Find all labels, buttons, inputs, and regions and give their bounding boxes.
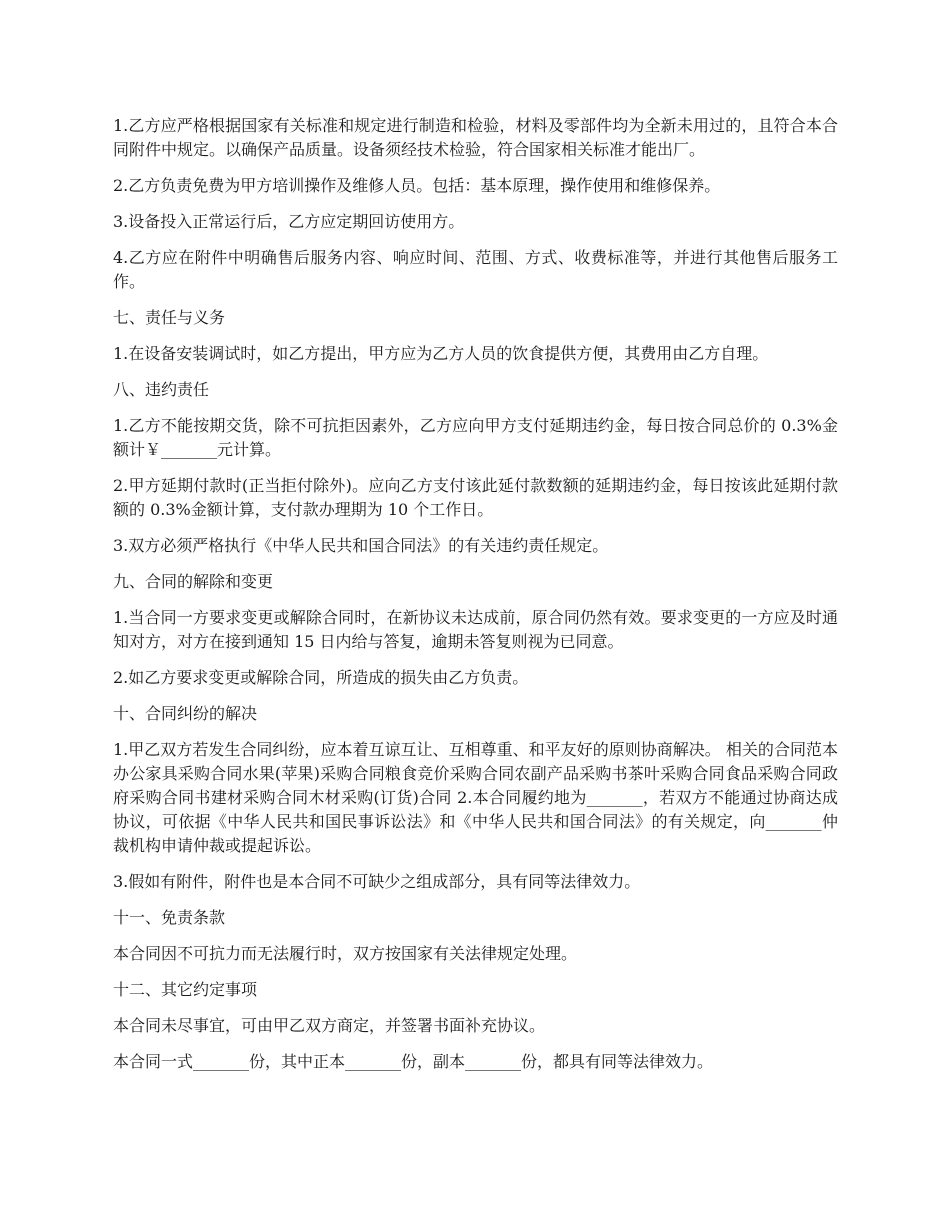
- section-heading-12: 十二、其它约定事项: [113, 980, 258, 999]
- clause-6-4: 4.乙方应在附件中明确售后服务内容、响应时间、范围、方式、收费标准等，并进行其他售后服务工作。: [113, 248, 838, 291]
- clause-8-3: 3.双方必须严格执行《中华人民共和国合同法》的有关违约责任规定。: [113, 536, 609, 555]
- clause-6-1: 1.乙方应严格根据国家有关标准和规定进行制造和检验，材料及零部件均为全新未用过的，且符合本合同附件中规定。以确保产品质量。设备须经技术检验，符合国家相关标准才能出厂。: [113, 116, 838, 159]
- clause-8-1: 1.乙方不能按期交货，除不可抗拒因素外，乙方应向甲方支付延期违约金，每日按合同总价的 0.3%金额计￥_______元计算。: [113, 416, 838, 459]
- clause-9-2: 2.如乙方要求变更或解除合同，所造成的损失由乙方负责。: [113, 668, 529, 687]
- section-heading-10: 十、合同纠纷的解决: [113, 704, 258, 723]
- clause-8-2: 2.甲方延期付款时(正当拒付除外)。应向乙方支付该此延付款数额的延期违约金，每日按该此延期付款额的 0.3%金额计算，支付款办理期为 10 个工作日。: [113, 476, 838, 519]
- section-heading-8: 八、违约责任: [113, 380, 210, 399]
- clause-12-text-1: 本合同未尽事宜，可由甲乙双方商定，并签署书面补充协议。: [113, 1016, 546, 1035]
- clause-7-1: 1.在设备安装调试时，如乙方提出，甲方应为乙方人员的饮食提供方便，其费用由乙方自理。: [113, 344, 769, 363]
- clause-6-2: 2.乙方负责免费为甲方培训操作及维修人员。包括：基本原理，操作使用和维修保养。: [113, 176, 721, 195]
- clause-10-1: 1.甲乙双方若发生合同纠纷，应本着互谅互让、互相尊重、和平友好的原则协商解决。 相关的合同范本办公家具采购合同水果(苹果)采购合同粮食竞价采购合同农副产品采购书茶叶采购合同食品采购合同政府采购合同书建材采购合同木材采购(订货)合同 2.本合同履约地为_______，若双方不能通过协商达成协议，可依据《中华人民共和国民事诉讼法》和《中华人民共和国合同法》的有关规定，向_______仲裁机构申请仲裁或提起诉讼。: [113, 740, 838, 855]
- clause-6-3: 3.设备投入正常运行后，乙方应定期回访使用方。: [113, 212, 465, 231]
- section-heading-11: 十一、免责条款: [113, 908, 226, 927]
- section-heading-9: 九、合同的解除和变更: [113, 572, 274, 591]
- clause-12-text-2: 本合同一式_______份，其中正本_______份，副本_______份，都具有同等法律效力。: [113, 1052, 714, 1071]
- clause-10-3: 3.假如有附件，附件也是本合同不可缺少之组成部分，具有同等法律效力。: [113, 872, 641, 891]
- section-heading-7: 七、责任与义务: [113, 308, 226, 327]
- clause-9-1: 1.当合同一方要求变更或解除合同时，在新协议未达成前，原合同仍然有效。要求变更的一方应及时通知对方，对方在接到通知 15 日内给与答复，逾期未答复则视为已同意。: [113, 608, 838, 651]
- clause-11-text: 本合同因不可抗力而无法履行时，双方按国家有关法律规定处理。: [113, 944, 578, 963]
